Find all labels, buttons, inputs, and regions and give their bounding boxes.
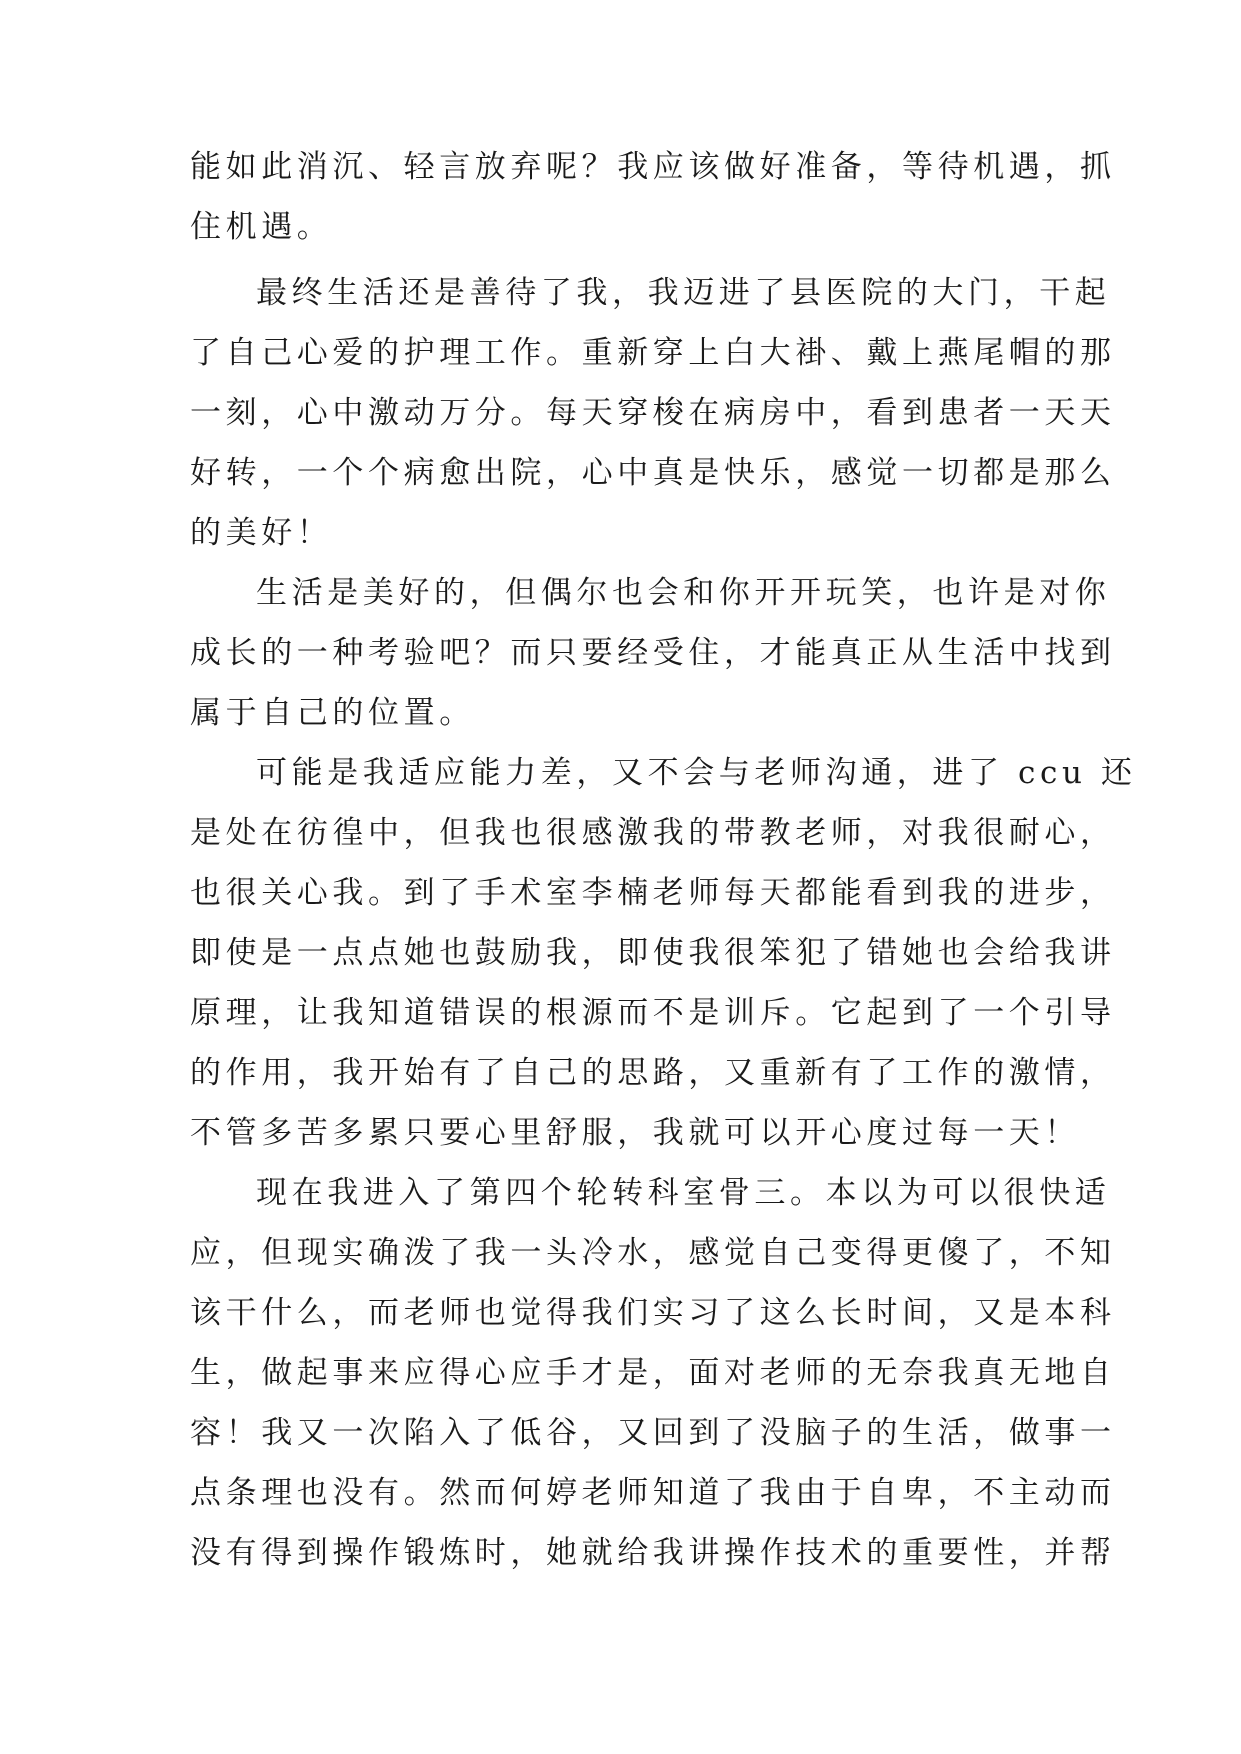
text-line: 可能是我适应能力差，又不会与老师沟通，进了 ccu 还: [256, 755, 1137, 791]
text-line: 没有得到操作锻炼时，她就给我讲操作技术的重要性，并帮: [190, 1535, 1116, 1571]
text-line: 好转，一个个病愈出院，心中真是快乐，感觉一切都是那么: [190, 455, 1116, 491]
text-line: 成长的一种考验吧？而只要经受住，才能真正从生活中找到: [190, 635, 1116, 671]
text-line: 的作用，我开始有了自己的思路，又重新有了工作的激情，: [190, 1055, 1116, 1091]
text-line: 是处在彷徨中，但我也很感激我的带教老师，对我很耐心，: [190, 815, 1116, 851]
text-line: 一刻，心中激动万分。每天穿梭在病房中，看到患者一天天: [190, 395, 1116, 431]
text-line: 属于自己的位置。: [190, 695, 475, 731]
text-line: 即使是一点点她也鼓励我，即使我很笨犯了错她也会给我讲: [190, 935, 1116, 971]
text-line: 能如此消沉、轻言放弃呢？我应该做好准备，等待机遇，抓: [190, 149, 1116, 185]
text-line: 该干什么，而老师也觉得我们实习了这么长时间，又是本科: [190, 1295, 1116, 1331]
text-line: 现在我进入了第四个轮转科室骨三。本以为可以很快适: [256, 1175, 1111, 1211]
text-line: 应，但现实确泼了我一头冷水，感觉自己变得更傻了，不知: [190, 1235, 1116, 1271]
text-line: 容！我又一次陷入了低谷，又回到了没脑子的生活，做事一: [190, 1415, 1116, 1451]
text-line: 了自己心爱的护理工作。重新穿上白大褂、戴上燕尾帽的那: [190, 335, 1116, 371]
text-line: 最终生活还是善待了我，我迈进了县医院的大门，干起: [256, 275, 1111, 311]
text-line: 生活是美好的，但偶尔也会和你开开玩笑，也许是对你: [256, 575, 1111, 611]
text-line: 也很关心我。到了手术室李楠老师每天都能看到我的进步，: [190, 875, 1116, 911]
text-line: 生，做起事来应得心应手才是，面对老师的无奈我真无地自: [190, 1355, 1116, 1391]
text-line: 点条理也没有。然而何婷老师知道了我由于自卑，不主动而: [190, 1475, 1116, 1511]
text-line: 的美好！: [190, 515, 333, 551]
text-line: 不管多苦多累只要心里舒服，我就可以开心度过每一天！: [190, 1115, 1080, 1151]
text-line: 住机遇。: [190, 209, 333, 245]
text-line: 原理，让我知道错误的根源而不是训斥。它起到了一个引导: [190, 995, 1116, 1031]
